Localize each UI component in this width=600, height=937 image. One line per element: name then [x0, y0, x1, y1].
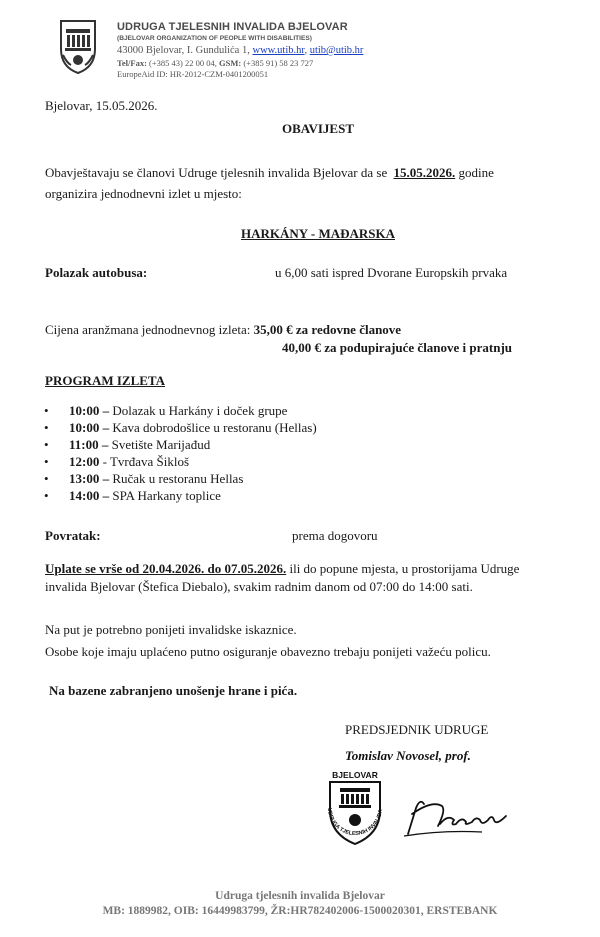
pool-warning: Na bazene zabranjeno unošenje hrane i pića. [49, 683, 298, 698]
program-item [44, 402, 317, 419]
departure-value: u 6,00 sati ispred Dvorane Europskih prvaka [275, 265, 508, 280]
price-members: 35,00 € za redovne članove [253, 322, 402, 337]
program-separator: – [99, 420, 113, 435]
intro-date: 15.05.2026. [393, 165, 456, 180]
address-text: 43000 Bjelovar, I. Gundulića 1, [117, 45, 253, 56]
program-item [44, 470, 317, 487]
program-separator: – [99, 471, 113, 486]
website-link[interactable]: www.utib.hr [252, 45, 305, 56]
return-label: Povratak: [45, 528, 101, 543]
departure-label: Polazak autobusa: [45, 265, 148, 280]
note-insurance: Osobe koje imaju uplaćeno putno osiguranje obavezno trebaju ponijeti važeću policu. [45, 644, 491, 659]
program-text: Ručak u restoranu Hellas [112, 471, 244, 486]
program-time: 10:00 [69, 403, 100, 418]
intro-line-2: organizira jednodnevni izlet u mjesto: [45, 186, 242, 201]
org-name: UDRUGA TJELESNIH INVALIDA BJELOVAR [117, 21, 348, 33]
bullet-icon: • [44, 403, 49, 418]
payment-line-2: invalida Bjelovar (Štefica Diebalo), svakim radnim danom od 07:00 do 14:00 sati. [45, 579, 473, 594]
payment-line-1 [45, 561, 519, 577]
stamp-ring-text: UDRUGA TJELESNIH INVALIDA [325, 807, 385, 838]
org-address [117, 45, 363, 56]
program-item [44, 436, 317, 453]
program-text: Dolazak u Harkány i doček grupe [112, 403, 288, 418]
bullet-icon: • [44, 420, 49, 435]
program-text: Kava dobrodošlice u restoranu (Hellas) [112, 420, 317, 435]
org-phone [117, 58, 313, 68]
europeaid-id: EuropeAid ID: HR-2012-CZM-0401200051 [117, 69, 269, 79]
stamp-top-text: BJELOVAR [332, 770, 378, 780]
program-item [44, 453, 317, 470]
bullet-icon: • [44, 437, 49, 452]
tel-value: (+385 43) 22 00 04, [146, 58, 220, 68]
program-text: SPA Harkany toplice [112, 488, 221, 503]
signature-icon [402, 796, 512, 838]
gsm-label: GSM: [219, 58, 242, 68]
payment-dates: Uplate se vrše od 20.04.2026. do 07.05.2026. [45, 561, 287, 576]
note-id-cards: Na put je potrebno ponijeti invalidske iskaznice. [45, 622, 297, 637]
price-label: Cijena aranžmana jednodnevnog izleta: [45, 322, 254, 337]
price-line-1 [45, 322, 401, 338]
gsm-value: (+385 91) 58 23 727 [241, 58, 314, 68]
bullet-icon: • [44, 471, 49, 486]
footer-registration: MB: 1889982, OIB: 16449983799, ŽR:HR782402006-1500020301, ERSTEBANK [102, 905, 498, 917]
program-text: Tvrđava Šikloš [109, 454, 190, 469]
program-item [44, 487, 317, 504]
program-heading: PROGRAM IZLETA [45, 373, 166, 388]
org-name-english: (BJELOVAR ORGANIZATION OF PEOPLE WITH DISABILITIES) [117, 35, 313, 42]
footer-org-name: Udruga tjelesnih invalida Bjelovar [215, 890, 385, 902]
program-separator: – [99, 403, 113, 418]
program-text: Svetište Marijađud [111, 437, 211, 452]
bullet-icon: • [44, 488, 49, 503]
program-list [44, 402, 317, 504]
association-stamp-icon [316, 768, 394, 846]
program-time: 10:00 [69, 420, 100, 435]
price-supporting: 40,00 € za podupirajuće članove i pratnju [282, 340, 513, 355]
organization-logo-icon [57, 19, 99, 75]
program-item [44, 419, 317, 436]
intro-text-a: Obavještavaju se članovi Udruge tjelesnih invalida Bjelovar da se [45, 165, 391, 180]
email-link[interactable]: utib@utib.hr [309, 45, 364, 56]
program-separator: – [98, 437, 112, 452]
program-time: 14:00 [69, 488, 100, 503]
bullet-icon: • [44, 454, 49, 469]
program-time: 12:00 [69, 454, 100, 469]
document-title: OBAVIJEST [281, 121, 354, 136]
signoff-name: Tomislav Novosel, prof. [345, 748, 471, 763]
place-date: Bjelovar, 15.05.2026. [45, 98, 158, 113]
program-time: 13:00 [69, 471, 100, 486]
intro-text-b: godine [455, 165, 494, 180]
tel-label: Tel/Fax: [117, 58, 147, 68]
intro-line-1 [45, 165, 494, 181]
program-separator: - [99, 454, 110, 469]
payment-rest: ili do popune mjesta, u prostorijama Udruge [286, 561, 520, 576]
address-separator: , [304, 45, 310, 56]
destination: HARKÁNY - MAĐARSKA [240, 226, 396, 241]
program-separator: – [99, 488, 113, 503]
program-time: 11:00 [69, 437, 99, 452]
signoff-title: PREDSJEDNIK UDRUGE [345, 722, 489, 737]
return-value: prema dogovoru [292, 528, 378, 543]
